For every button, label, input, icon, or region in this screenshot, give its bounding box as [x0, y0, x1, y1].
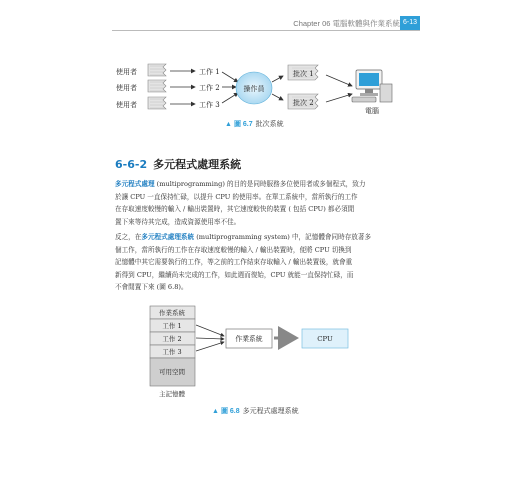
caption-text: 多元程式處理系統 [242, 408, 299, 415]
highlighted-term: 多元程式處理系統 [141, 233, 195, 241]
chapter-title: Chapter 06 電腦軟體與作業系統 [293, 19, 400, 28]
job-label: 工作 3 [199, 101, 220, 109]
main-memory-stack [150, 306, 195, 386]
memory-row-label: 作業系統 [159, 309, 185, 317]
os-box-label: 作業系統 [235, 335, 263, 343]
operator-label: 操作員 [243, 85, 265, 93]
paragraph-line: 在存取速度較慢的輸入 / 輸出裝置時，其它速度較快的裝置 ( 包括 CPU) 都必須閒 [115, 205, 355, 214]
page-number-badge: 6-13 [400, 16, 420, 30]
memory-row-label: 工作 2 [162, 335, 182, 343]
paragraph-line: 記憶體中其它需要執行的工作，等之前的工作結束存取輸入 / 輸出裝置後，就會重 [115, 258, 353, 267]
job-label: 工作 1 [199, 68, 220, 76]
cpu-box-label: CPU [317, 335, 333, 343]
batch-label: 批次 1 [293, 70, 314, 78]
user-label: 使用者 [116, 68, 137, 76]
caption-figure-number: 圖 6.8 [220, 408, 240, 415]
section-number: 6-6-2 [115, 158, 148, 171]
caption-triangle-icon: ▲ [225, 121, 232, 128]
paragraph-line: 置下來等待其完成，造成資源使用率不佳。 [115, 217, 241, 226]
caption-text: 批次系統 [255, 121, 284, 128]
paragraph-line: 反之，在多元程式處理系統 (multiprogramming system) 中，記憶體會同時存放著多 [115, 233, 372, 241]
batch-label: 批次 2 [293, 99, 314, 107]
memory-row-label: 工作 1 [162, 322, 182, 330]
caption-figure-number: 圖 6.7 [233, 121, 253, 128]
paragraph-line: 新得到 CPU，繼續尚未完成的工作，如此週而復始，CPU 就能一直保持忙碌，而 [115, 270, 354, 279]
figure-6-8-caption [212, 406, 299, 416]
free-space-label: 可用空間 [159, 368, 185, 376]
memory-row-label: 工作 3 [162, 348, 182, 356]
user-label: 使用者 [116, 101, 137, 109]
paragraph-line: 個工作，當所執行的工作在存取速度較慢的輸入 / 輸出裝置時，便將 CPU 切換到 [115, 245, 352, 254]
section-title: 多元程式處理系統 [153, 158, 242, 171]
paragraph-line: 於讓 CPU 一直保持忙碌，以提升 CPU 的使用率。在單工系統中，當所執行的工作 [115, 192, 358, 201]
computer-label: 電腦 [365, 107, 379, 115]
paragraph-line: 多元程式處理 (multiprogramming) 的目的是同時服務多位使用者或多個程式，致力 [115, 180, 366, 188]
highlighted-term: 多元程式處理 [115, 180, 155, 188]
paragraph-line: 不會閒置下來 (圖 6.8)。 [115, 283, 188, 292]
user-label: 使用者 [116, 84, 137, 92]
caption-triangle-icon: ▲ [212, 408, 219, 415]
main-memory-label: 主記憶體 [159, 390, 185, 398]
job-label: 工作 2 [199, 84, 220, 92]
